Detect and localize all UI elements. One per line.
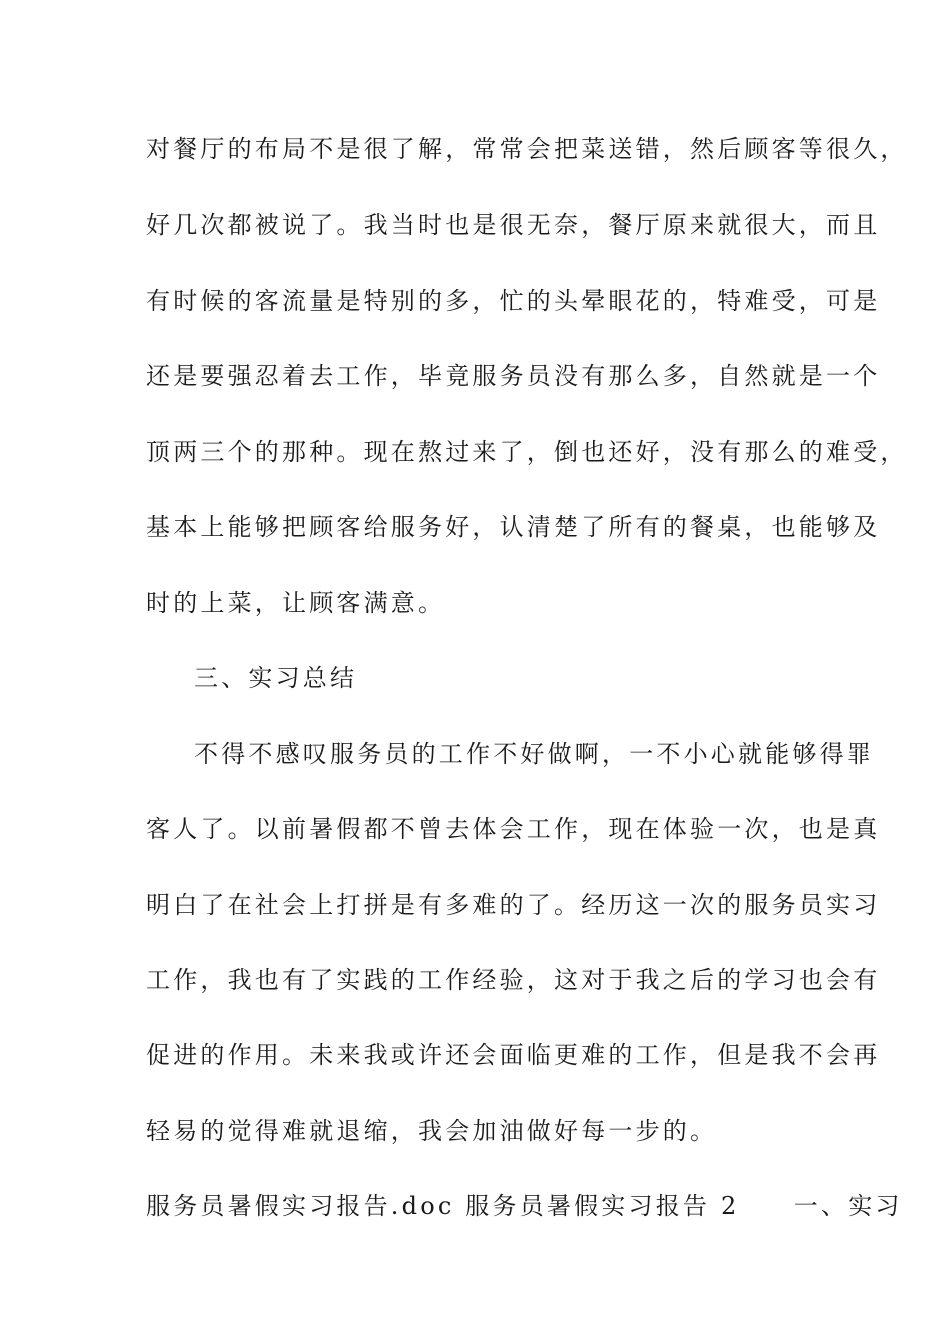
paragraph-1-line-1: 对餐厅的布局不是很了解，常常会把菜送错，然后顾客等很久， — [146, 135, 908, 163]
paragraph-1-line-4: 还是要强忍着去工作，毕竟服务员没有那么多，自然就是一个 — [146, 362, 881, 390]
section-heading: 三、实习总结 — [194, 664, 358, 692]
paragraph-1-line-6: 基本上能够把顾客给服务好，认清楚了所有的餐桌，也能够及 — [146, 513, 881, 541]
paragraph-1-line-3: 有时候的客流量是特别的多，忙的头晕眼花的，特难受，可是 — [146, 287, 881, 315]
paragraph-2-line-4: 工作，我也有了实践的工作经验，这对于我之后的学习也会有 — [146, 966, 881, 994]
paragraph-2-line-1: 不得不感叹服务员的工作不好做啊，一不小心就能够得罪 — [194, 740, 874, 768]
paragraph-2-line-2: 客人了。以前暑假都不曾去体会工作，现在体验一次，也是真 — [146, 815, 881, 843]
footer-title-line: 服务员暑假实习报告.doc 服务员暑假实习报告 2 一、实习 — [146, 1192, 903, 1220]
paragraph-1-line-5: 顶两三个的那种。现在熬过来了，倒也还好，没有那么的难受， — [146, 438, 908, 466]
paragraph-2-line-6: 轻易的觉得难就退缩，我会加油做好每一步的。 — [146, 1117, 718, 1145]
paragraph-1-line-7: 时的上菜，让顾客满意。 — [146, 589, 446, 617]
paragraph-2-line-5: 促进的作用。未来我或许还会面临更难的工作，但是我不会再 — [146, 1041, 881, 1069]
paragraph-1-line-2: 好几次都被说了。我当时也是很无奈，餐厅原来就很大，而且 — [146, 211, 881, 239]
paragraph-2-line-3: 明白了在社会上打拼是有多难的了。经历这一次的服务员实习 — [146, 891, 881, 919]
